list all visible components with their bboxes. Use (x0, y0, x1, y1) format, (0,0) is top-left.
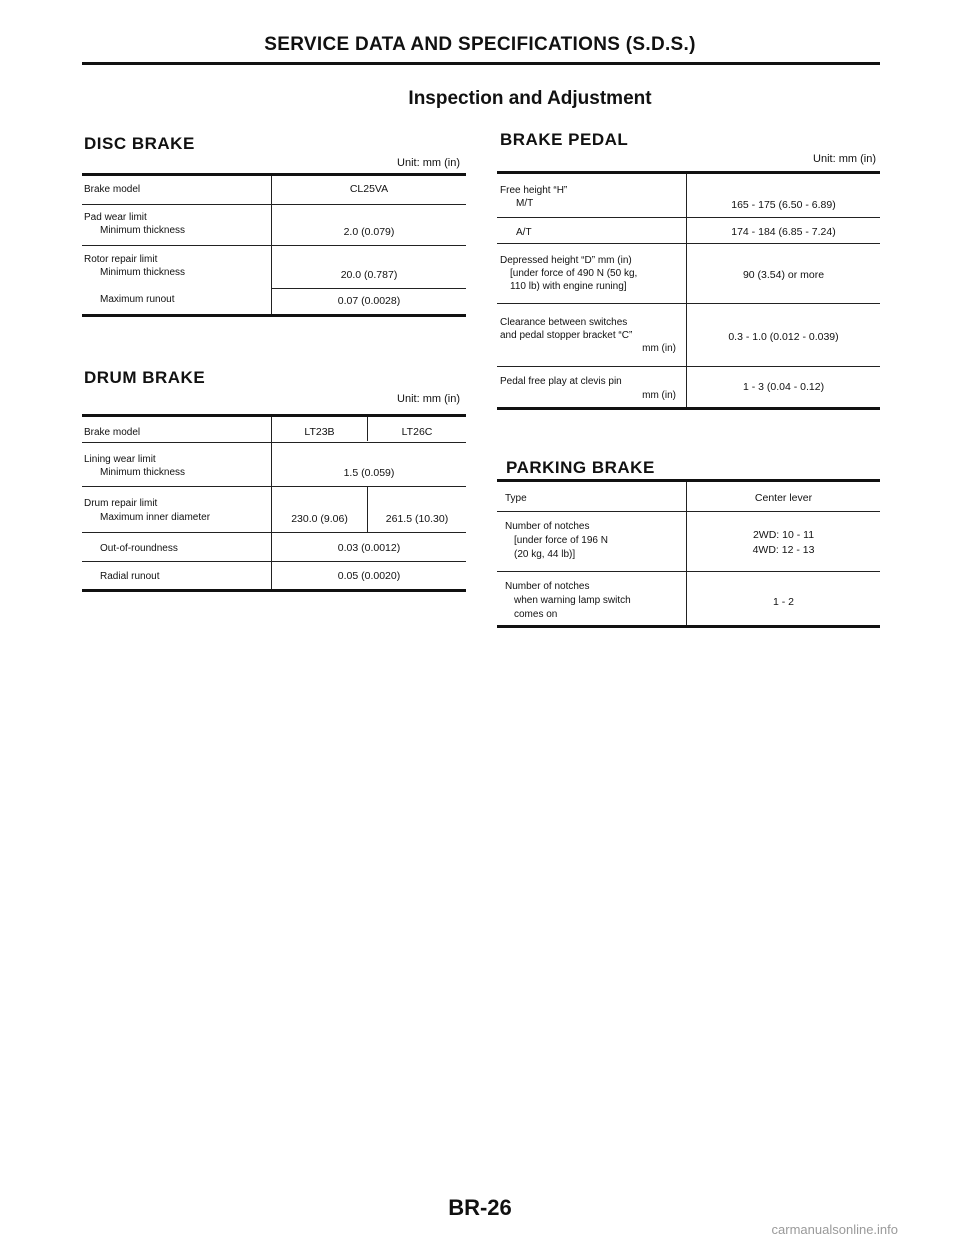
drum-brake-unit: Unit: mm (in) (397, 393, 460, 405)
value-warn-notches: 1 - 2 (772, 596, 794, 608)
rule (497, 407, 880, 410)
label-warn-lamp: when warning lamp switch (514, 595, 631, 606)
label-clearance-bracket: and pedal stopper bracket “C” (500, 330, 633, 341)
value-inner-dia-lt23b: 230.0 (9.06) (291, 513, 348, 525)
rule (82, 442, 466, 443)
rule (82, 589, 466, 592)
rule (82, 245, 466, 246)
label-max-inner-dia: Maximum inner diameter (100, 512, 211, 523)
label-notches: Number of notches (505, 521, 590, 532)
rule (82, 486, 466, 487)
rule (497, 511, 880, 512)
rule (272, 288, 466, 289)
value-model-lt26c: LT26C (401, 426, 433, 438)
label-at: A/T (516, 227, 532, 238)
section-title: Inspection and Adjustment (408, 88, 652, 109)
label-drum-repair: Drum repair limit (84, 498, 158, 509)
label-free-height: Free height “H” (500, 185, 568, 196)
label-warn-notches: Number of notches (505, 581, 590, 592)
value-rotor-min: 20.0 (0.787) (340, 269, 398, 281)
label-pad-wear: Pad wear limit (84, 212, 147, 223)
value-model-lt23b: LT23B (304, 426, 335, 438)
page-header-title: SERVICE DATA AND SPECIFICATIONS (S.D.S.) (264, 34, 696, 55)
value-out-of-roundness: 0.03 (0.0012) (337, 542, 401, 554)
rule (497, 303, 880, 304)
value-free-height-at: 174 - 184 (6.85 - 7.24) (731, 226, 836, 238)
label-max-runout: Maximum runout (100, 294, 175, 305)
value-pedal-free-play: 1 - 3 (0.04 - 0.12) (742, 381, 825, 393)
rule (82, 561, 466, 562)
label-pedal-free-play: Pedal free play at clevis pin (500, 376, 622, 387)
value-type: Center lever (754, 492, 813, 504)
rule (497, 171, 880, 174)
value-free-height-mt: 165 - 175 (6.50 - 6.89) (731, 199, 836, 211)
rule (82, 173, 466, 176)
label-notches-kg: (20 kg, 44 lb)] (514, 549, 576, 560)
value-depressed-height: 90 (3.54) or more (742, 269, 825, 281)
rule (82, 532, 466, 533)
label-lining-min: Minimum thickness (100, 467, 186, 478)
label-out-of-roundness: Out-of-roundness (100, 543, 178, 554)
rule (82, 314, 466, 317)
value-inner-dia-lt26c: 261.5 (10.30) (385, 513, 449, 525)
rule (497, 625, 880, 628)
label-depressed-engine: 110 lb) with engine runing] (510, 281, 627, 292)
value-pad-min: 2.0 (0.079) (343, 226, 395, 238)
value-notches-2wd: 2WD: 10 - 11 (752, 529, 815, 541)
label-warn-comes-on: comes on (514, 609, 558, 620)
rule (497, 217, 880, 218)
rule (497, 571, 880, 572)
parking-brake-title: PARKING BRAKE (506, 458, 655, 477)
label-rotor-min: Minimum thickness (100, 267, 186, 278)
label-free-play-unit: mm (in) (642, 390, 676, 401)
rule (82, 204, 466, 205)
label-depressed-height: Depressed height “D” mm (in) (500, 255, 632, 266)
watermark: carmanualsonline.info (771, 1222, 898, 1237)
disc-brake-title: DISC BRAKE (84, 134, 195, 153)
value-lining-min: 1.5 (0.059) (343, 467, 395, 479)
brake-pedal-title: BRAKE PEDAL (500, 130, 629, 149)
rule (497, 243, 880, 244)
label-type: Type (505, 493, 527, 504)
label-radial-runout: Radial runout (100, 571, 160, 582)
label-mt: M/T (516, 198, 534, 209)
drum-brake-title: DRUM BRAKE (84, 368, 206, 387)
value-brake-model: CL25VA (349, 183, 389, 195)
label-depressed-force: [under force of 490 N (50 kg, (510, 268, 638, 279)
column-divider (367, 486, 368, 532)
value-clearance: 0.3 - 1.0 (0.012 - 0.039) (728, 331, 839, 343)
label-pad-min: Minimum thickness (100, 225, 186, 236)
rule (497, 366, 880, 367)
value-radial-runout: 0.05 (0.0020) (337, 570, 401, 582)
disc-brake-unit: Unit: mm (in) (397, 157, 460, 169)
page-number: BR-26 (448, 1195, 512, 1220)
rule (497, 479, 880, 482)
brake-pedal-unit: Unit: mm (in) (813, 153, 876, 165)
label-clearance: Clearance between switches (500, 317, 628, 328)
label-brake-model: Brake model (84, 184, 141, 195)
value-max-runout: 0.07 (0.0028) (337, 295, 401, 307)
label-notches-force: [under force of 196 N (514, 535, 608, 546)
header-rule (82, 62, 880, 65)
rule (82, 414, 466, 417)
label-clearance-unit: mm (in) (642, 343, 676, 354)
label-drum-brake-model: Brake model (84, 427, 141, 438)
label-lining-wear: Lining wear limit (84, 454, 156, 465)
label-rotor-repair: Rotor repair limit (84, 254, 158, 265)
value-notches-4wd: 4WD: 12 - 13 (752, 544, 815, 556)
